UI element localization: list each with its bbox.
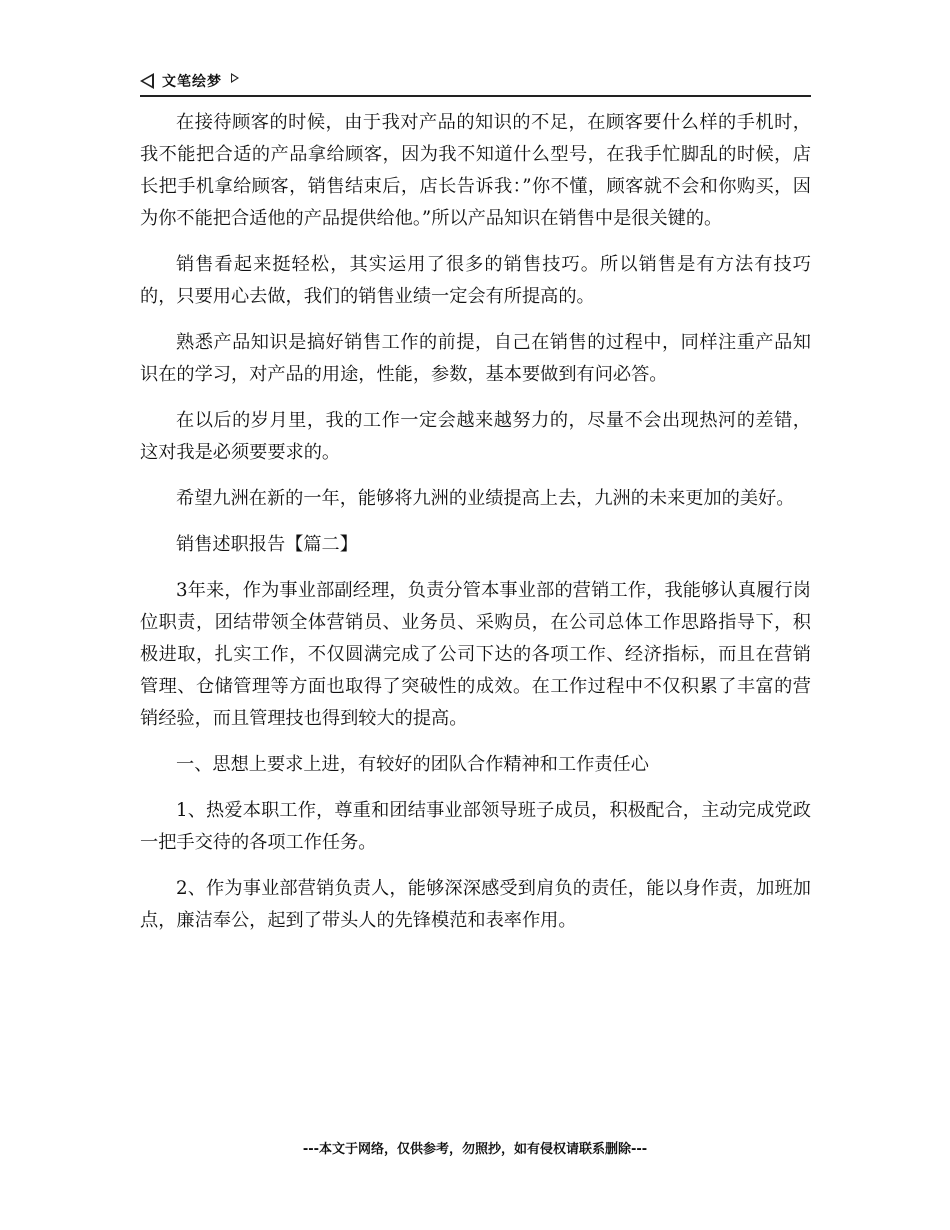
paragraph-1: 在接待顾客的时候，由于我对产品的知识的不足，在顾客要什么样的手机时，我不能把合适的产品拿给顾客，因为我不知道什么型号，在我手忙脚乱的时候，店长把手机拿给顾客，销售结束后，店长告诉我：”你不懂，顾客就不会和你购买，因为你不能把合适他的产品提供给他。”所以产品知识在销售中是很关键的。 xyxy=(140,112,811,229)
list-item-2: 2、作为事业部营销负责人，能够深深感受到肩负的责任，能以身作责，加班加点，廉洁奉公，起到了带头人的先锋模范和表率作用。 xyxy=(140,878,811,931)
paragraph-4: 在以后的岁月里，我的工作一定会越来越努力的，尽量不会出现热河的差错，这对我是必须要要求的。 xyxy=(140,410,811,463)
triangle-left-icon xyxy=(140,73,154,89)
triangle-right-icon xyxy=(231,73,239,83)
paragraph-3: 熟悉产品知识是搞好销售工作的前提，自己在销售的过程中，同样注重产品知识在的学习，对产品的用途，性能，参数，基本要做到有问必答。 xyxy=(140,332,811,385)
paragraph-5: 希望九洲在新的一年，能够将九洲的业绩提高上去，九洲的未来更加的美好。 xyxy=(176,488,795,509)
section-heading: 销售述职报告【篇二】 xyxy=(176,534,358,555)
paragraph-2: 销售看起来挺轻松，其实运用了很多的销售技巧。所以销售是有方法有技巧的，只要用心去做，我们的销售业绩一定会有所提高的。 xyxy=(140,254,811,307)
page-header xyxy=(140,68,811,97)
page-footer-disclaimer: ---本文于网络，仅供参考，勿照抄，如有侵权请联系删除--- xyxy=(302,1142,648,1157)
list-item-1: 1、热爱本职工作，尊重和团结事业部领导班子成员，积极配合，主动完成党政一把手交待的各项工作任务。 xyxy=(140,800,811,853)
document-body xyxy=(140,107,811,951)
subheading-1: 一、思想上要求上进，有较好的团队合作精神和工作责任心 xyxy=(176,754,649,775)
brand-name: 文笔绘梦 xyxy=(162,74,222,90)
header-brand-group xyxy=(140,71,239,91)
paragraph-7: 3年来，作为事业部副经理，负责分管本事业部的营销工作，我能够认真履行岗位职责，团结带领全体营销员、业务员、采购员，在公司总体工作思路指导下，积极进取，扎实工作，不仅圆满完成了公司下达的各项工作、经济指标，而且在营销管理、仓储管理等方面也取得了突破性的成效。在工作过程中不仅积累了丰富的营销经验，而且管理技也得到较大的提高。 xyxy=(140,580,811,729)
